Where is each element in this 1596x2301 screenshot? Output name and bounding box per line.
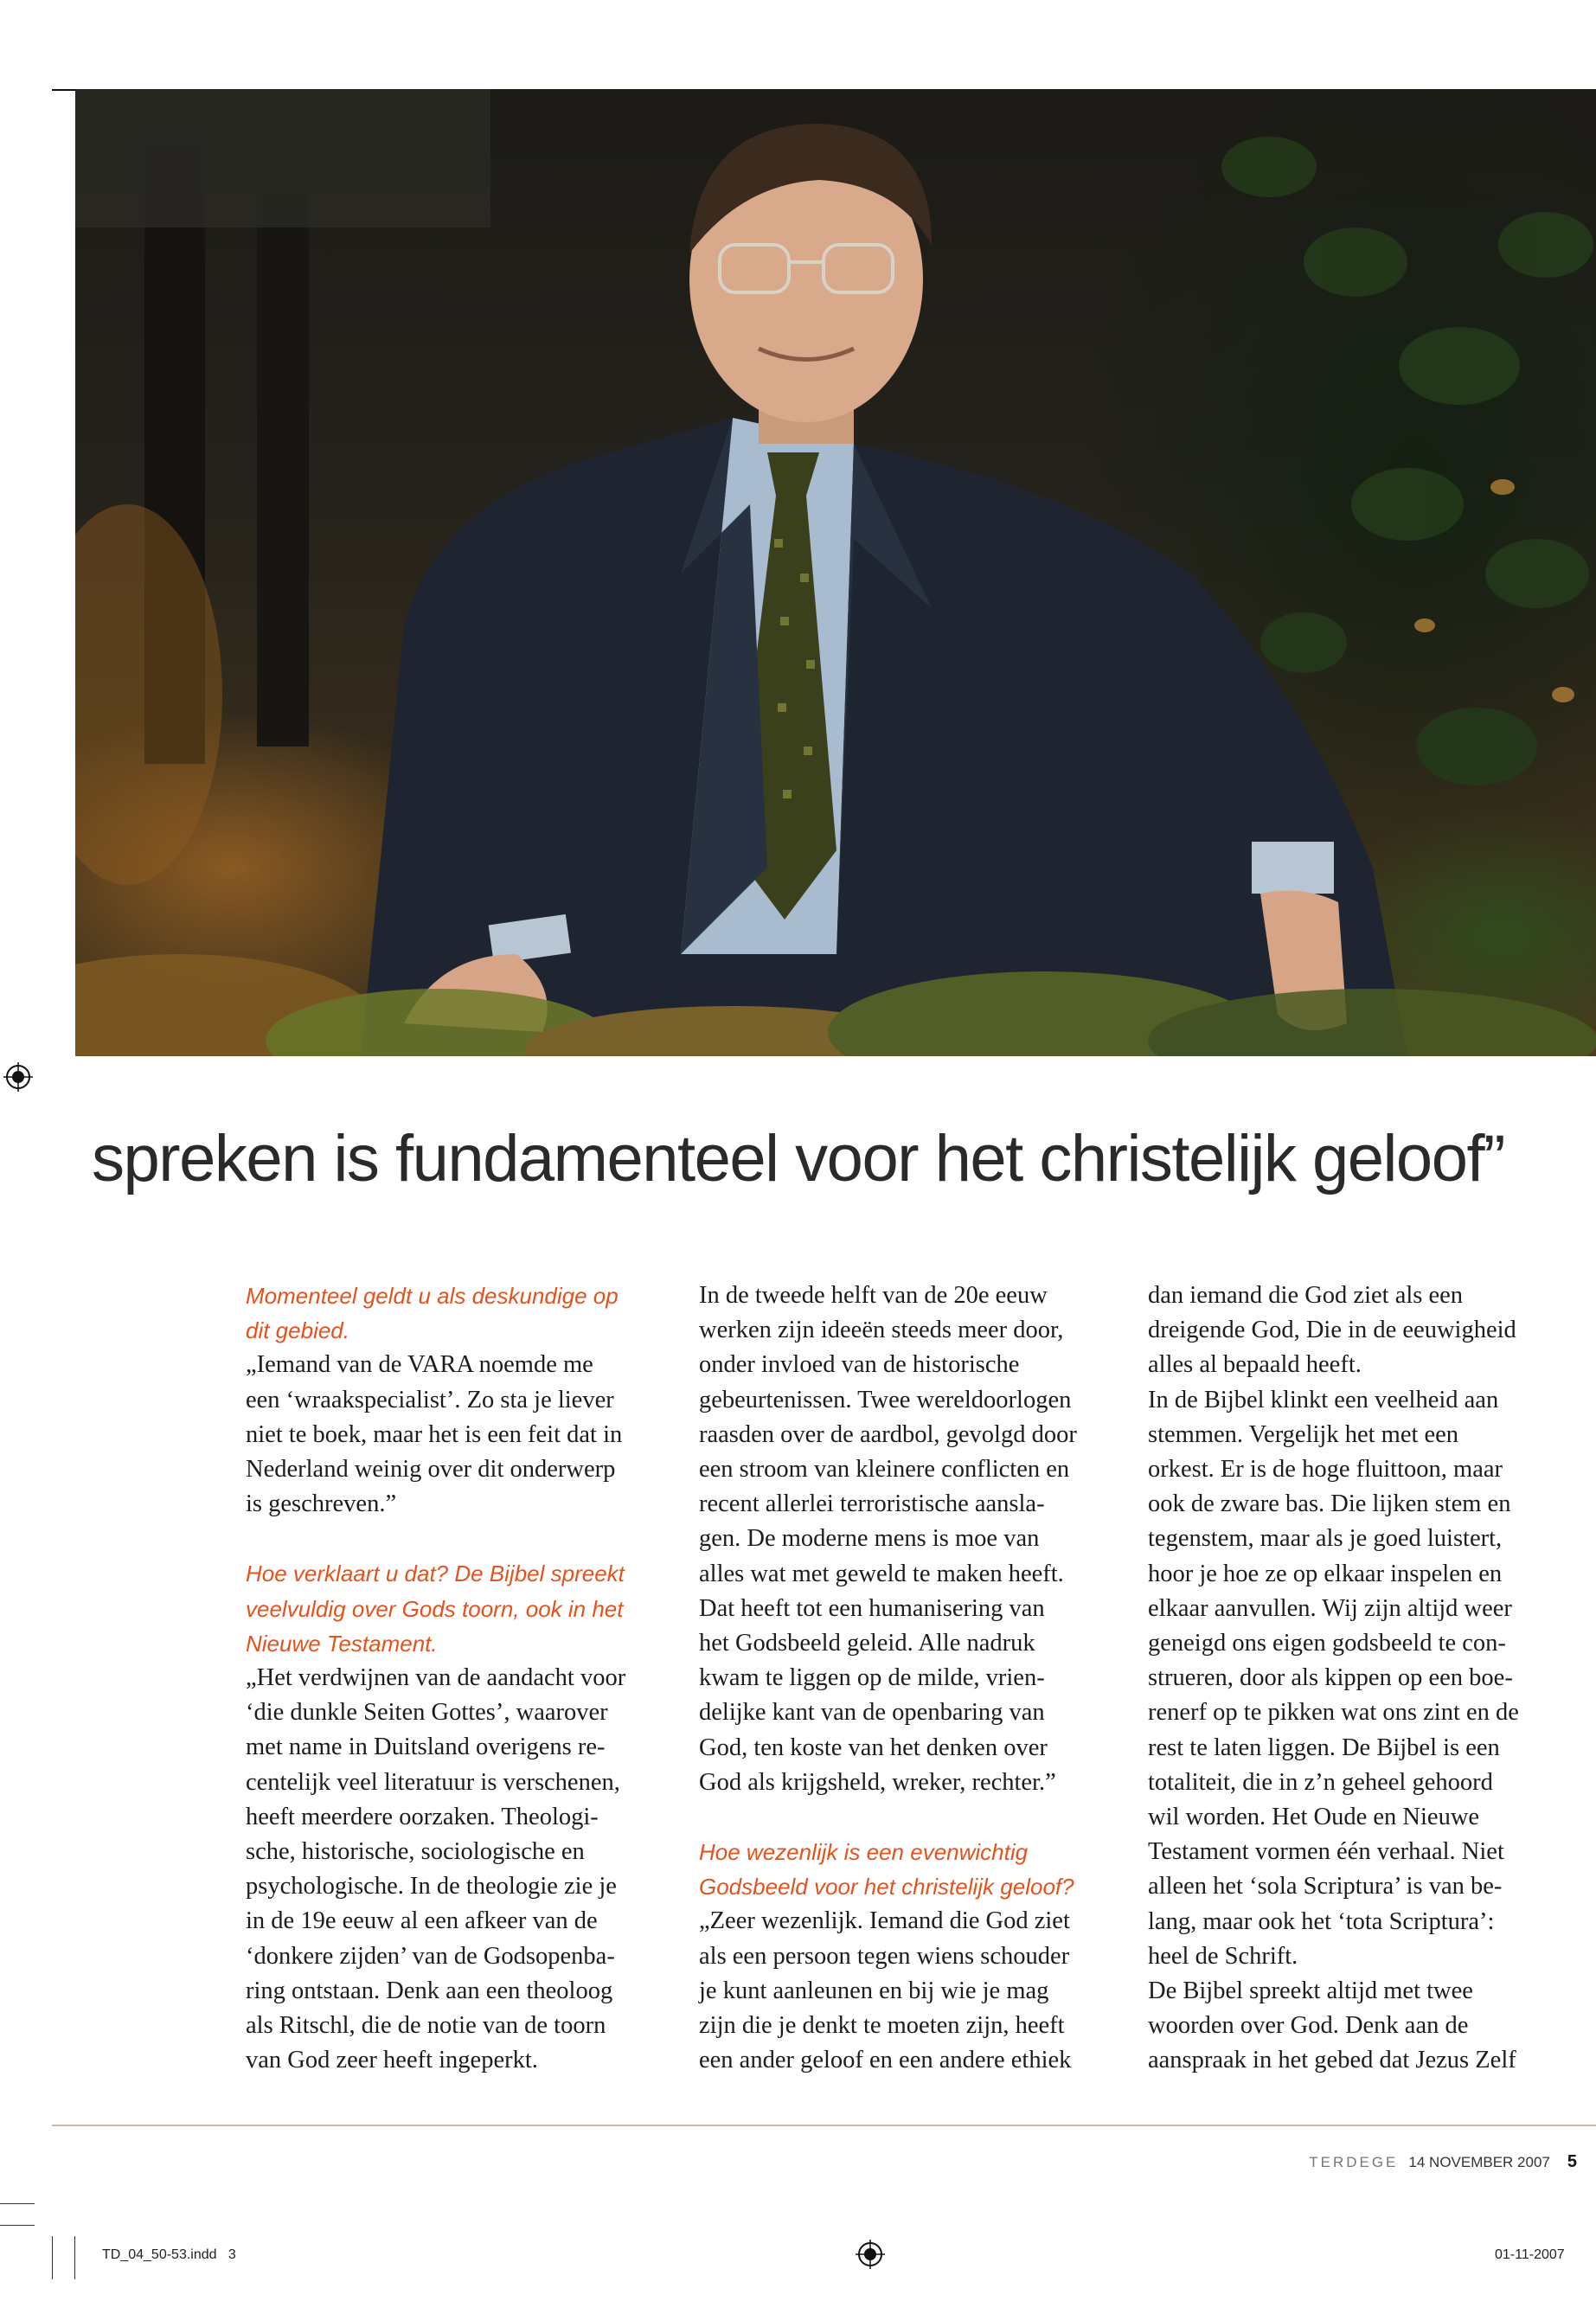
answer-3: „Zeer wezenlijk. Iemand die God ziet als een persoon tegen wiens schouder je kunt aanleunen en bij wie je mag zijn die je denkt te moeten zijn, heeft een ander geloof en een andere ethiek (699, 1907, 1072, 2074)
column-3 (1148, 1279, 1563, 2079)
registration-mark-bottom (856, 2240, 885, 2269)
crop-mark-left-1 (0, 2203, 35, 2204)
headline: spreken is fundamenteel voor het christelijk geloof” (92, 1122, 1504, 1195)
magazine-name: TERDEGE (1309, 2154, 1399, 2170)
crop-mark-left-3 (52, 2236, 53, 2279)
bottom-rule (52, 2125, 1596, 2126)
column-1 (246, 1279, 661, 2078)
column-2 (699, 1279, 1114, 2078)
page-number: 5 (1567, 2152, 1577, 2171)
answer-1: „Iemand van de VARA noemde me een ‘wraakspecialist’. Zo sta je liever niet te boek, maar het is een feit dat in Nederland weinig over dit onderwerp is geschreven.” (246, 1351, 623, 1518)
question-2: Hoe verklaart u dat? De Bijbel spreekt veelvuldig over Gods toorn, ook in het Nieuwe Testament. (246, 1561, 625, 1657)
page-footer (1309, 2152, 1577, 2172)
answer-continued: In de tweede helft van de 20e eeuw werken zijn ideeën steeds meer door, onder invloed van de historische gebeurtenissen. Twee wereldoorlogen raasden over de aardbol, gevolgd door een stroom van kleinere conflicten en recent allerlei terroristische aansla- gen. De moderne mens is moe van alles wat met geweld te maken heeft. Dat heeft tot een humanisering van het Godsbeeld geleid. Alle nadruk kwam te liggen op de milde, vrien- delijke kant van de openbaring van God, ten koste van het denken over God als krijgsheld, wreker, rechter.” (699, 1282, 1077, 1796)
answer-3-continued: dan iemand die God ziet als een dreigende God, Die in de eeuwigheid alles al bepaald heeft. In de Bijbel klinkt een veelheid aan stemmen. Vergelijk het met een orkest. Er is de hoge fluittoon, maar ook de zware bas. Die lijken stem en tegenstem, maar als je goed luistert, hoor je hoe ze op elkaar inspelen en elkaar aanvullen. Wij zijn altijd weer geneigd ons eigen godsbeeld te con- strueren, door als kippen op een boe- renerf op te pikken wat ons zint en de rest te laten liggen. De Bijbel is een totaliteit, die in z’n geheel gehoord wil worden. Het Oude en Nieuwe Testament vormen één verhaal. Niet alleen het ‘sola Scriptura’ is van be- lang, maar ook het ‘tota Scriptura’: heel de Schrift. De Bijbel spreekt altijd met twee woorden over God. Denk aan de aanspraak in het gebed dat Jezus Zelf (1148, 1282, 1519, 2074)
crop-mark-top (52, 89, 76, 91)
question-1: Momenteel geldt u als deskundige op dit gebied. (246, 1283, 619, 1344)
answer-2: „Het verdwijnen van de aandacht voor ‘die dunkle Seiten Gottes’, waarover met name in Duitsland overigens re- centelijk veel literatuur is verschenen, heeft meerdere oorzaken. Theologi- sche, historische, sociologische en psychologische. In de theologie zie je in de 19e eeuw al een afkeer van de ‘donkere zijden’ van de Godsopenba- ring ontstaan. Denk aan een theoloog als Ritschl, die de notie van de toorn van God zeer heeft ingeperkt. (246, 1664, 626, 2074)
issue-date: 14 NOVEMBER 2007 (1408, 2154, 1550, 2170)
crop-mark-left-2 (0, 2225, 35, 2226)
crop-mark-left-4 (74, 2236, 75, 2279)
slug-date: 01-11-2007 (1495, 2247, 1565, 2262)
portrait-photo (75, 89, 1596, 1056)
registration-mark-left (3, 1062, 33, 1092)
slug-filename: TD_04_50-53.indd 3 (102, 2247, 236, 2262)
portrait-illustration (75, 89, 1596, 1056)
question-3: Hoe wezenlijk is een evenwichtig Godsbeeld voor het christelijk geloof? (699, 1839, 1074, 1900)
